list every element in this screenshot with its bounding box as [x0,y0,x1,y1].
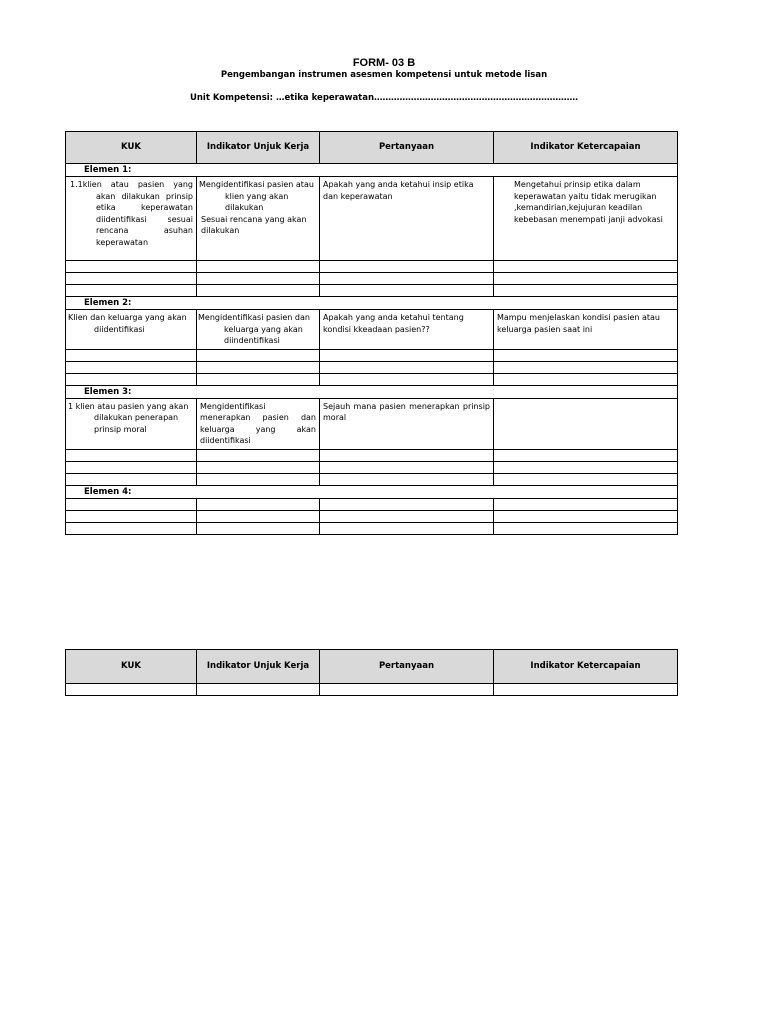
empty-row [66,498,678,510]
empty-row [66,449,678,461]
empty-row [66,273,678,285]
empty-row [66,461,678,473]
table-header-row [66,650,678,684]
pertanyaan-cell: Apakah yang anda ketahui insip etika dan keperawatan [320,177,494,261]
form-title: FORM- 03 B [352,57,416,69]
empty-row [66,373,678,385]
pertanyaan-cell: Sejauh mana pasien menerapkan prinsip moral [320,398,494,449]
empty-row [66,684,678,696]
col-indikator-header: Indikator Unjuk Kerja [197,650,320,684]
empty-row [66,261,678,273]
unit-kompetensi-line: Unit Kompetensi: …etika keperawatan……………………………………………………………… [189,93,579,103]
table-row [66,310,678,350]
col-kuk-header: KUK [66,650,197,684]
col-ketercapaian-header: Indikator Ketercapaian [494,650,678,684]
form-subtitle: Pengembangan instrumen asesmen kompetensi untuk metode lisan [220,70,548,80]
ketercapaian-cell: Mampu menjelaskan kondisi pasien atau keluarga pasien saat ini [494,310,678,350]
col-indikator-header: Indikator Unjuk Kerja [197,132,320,164]
element-4-label: Elemen 4: [66,485,678,498]
kuk-cell: 1 klien atau pasien yang akan dilakukan penerapan prinsip moral [66,398,197,449]
element-1-row [66,164,678,177]
empty-row [66,510,678,522]
indikator-cell: Mengidentifikasi menerapkan pasien dan keluarga yang akan diidentifikasi [197,398,320,449]
table-header-row [66,132,678,164]
element-2-label: Elemen 2: [66,297,678,310]
assessment-table-2 [65,649,678,696]
indikator-cell: Mengidentifikasi pasien dan keluarga yang akan diindentifikasi [197,310,320,350]
empty-row [66,473,678,485]
col-pertanyaan-header: Pertanyaan [320,650,494,684]
element-3-label: Elemen 3: [66,385,678,398]
ketercapaian-cell [494,398,678,449]
empty-row [66,349,678,361]
element-2-row [66,297,678,310]
element-1-label: Elemen 1: [66,164,678,177]
empty-row [66,522,678,534]
pertanyaan-cell: Apakah yang anda ketahui tentang kondisi kkeadaan pasien?? [320,310,494,350]
empty-row [66,285,678,297]
indikator-text-2: Sesuai rencana yang akan dilakukan [201,214,307,235]
table-row [66,177,678,261]
element-3-row [66,385,678,398]
kuk-cell: Klien dan keluarga yang akan diidentifikasi [66,310,197,350]
indikator-cell [197,177,320,261]
element-4-row [66,485,678,498]
col-kuk-header: KUK [66,132,197,164]
table-row [66,398,678,449]
col-pertanyaan-header: Pertanyaan [320,132,494,164]
assessment-table [65,131,678,535]
ketercapaian-cell: Mengetahui prinsip etika dalam keperawatan yaitu tidak merugikan ,kemandirian,kejujuran keadilan kebebasan menempati janji advokasi [494,177,678,261]
col-ketercapaian-header: Indikator Ketercapaian [494,132,678,164]
indikator-text-1: Mengidentifikasi pasien atau klien yang akan dilakukan [199,180,314,212]
kuk-cell: 1.1klien atau pasien yang akan dilakukan prinsip etika keperawatan diidentifikasi sesuai rencana asuhan keperawatan [66,177,197,261]
empty-row [66,361,678,373]
